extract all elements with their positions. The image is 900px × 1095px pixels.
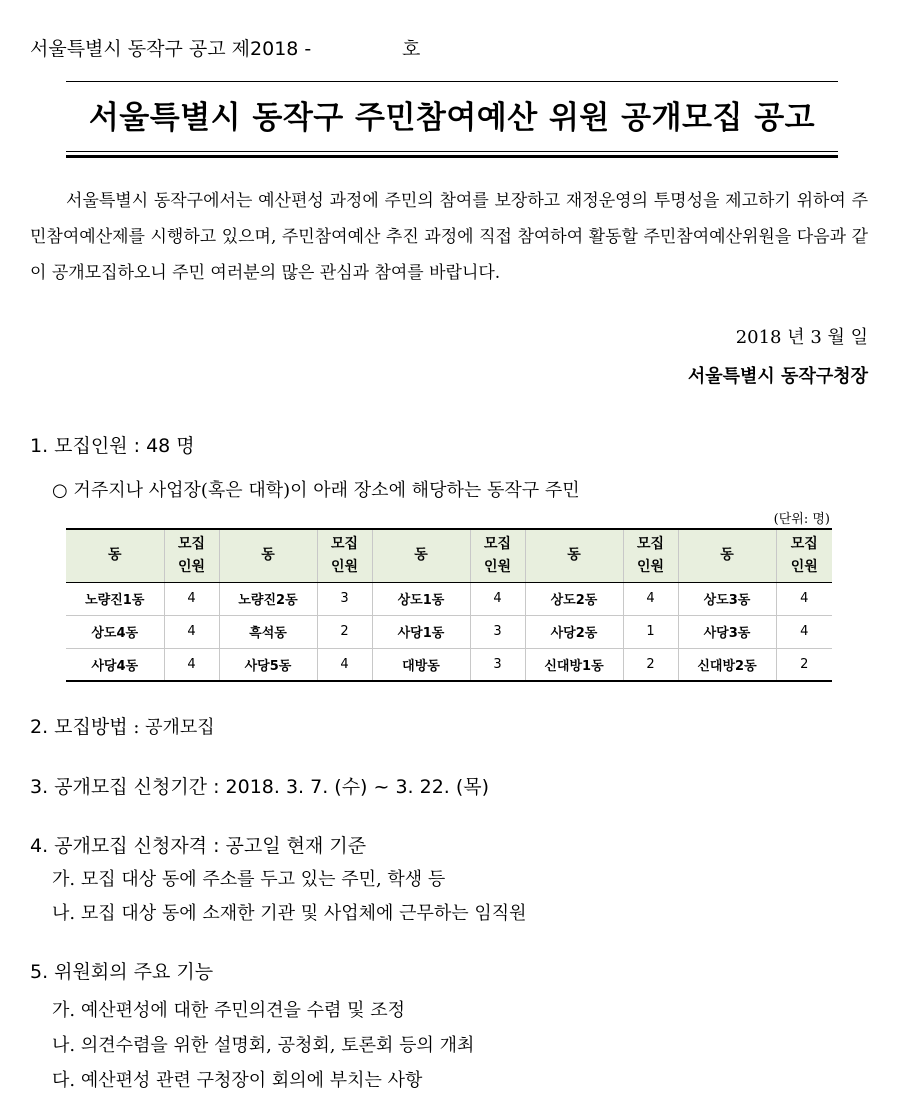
issuer-name: 서울특별시 동작구청장 <box>687 366 868 387</box>
section-5-item-1: 가. 예산편성에 대한 주민의견을 수렴 및 조정 <box>52 1000 406 1021</box>
header-dong: 동 <box>678 529 776 582</box>
header-quota <box>623 529 678 582</box>
section-2-heading: 2. 모집방법 <box>30 716 128 738</box>
dong-name-cell: 사당5동 <box>219 648 317 681</box>
header-dong: 동 <box>525 529 623 582</box>
header-quota-line1: 모집 <box>330 535 359 552</box>
quota-table <box>66 528 832 682</box>
section-2-detail: : 공개모집 <box>127 717 215 738</box>
dong-name-cell: 상도2동 <box>525 582 623 615</box>
header-quota-line2: 인원 <box>790 558 818 575</box>
quota-count-cell: 4 <box>470 582 525 615</box>
header-quota <box>317 529 372 582</box>
title-bottom-rule-thin <box>66 151 838 152</box>
notice-date: 2018 년 3 월 일 <box>735 327 868 348</box>
section-4-item-1: 가. 모집 대상 동에 주소를 두고 있는 주민, 학생 등 <box>52 869 446 890</box>
quota-count-cell: 2 <box>776 648 832 681</box>
section-2 <box>30 712 215 739</box>
header-dong: 동 <box>372 529 470 582</box>
table-row <box>66 648 832 681</box>
section-3-heading: 3. 공개모집 신청기간 : 2018. 3. 7. (수) ~ 3. 22. (목) <box>30 776 490 798</box>
header-quota <box>470 529 525 582</box>
quota-count-cell: 4 <box>164 582 219 615</box>
quota-table-body <box>66 582 832 681</box>
quota-count-cell: 4 <box>776 615 832 648</box>
section-4-heading: 4. 공개모집 신청자격 : 공고일 현재 기준 <box>30 835 367 857</box>
dong-name-cell: 사당4동 <box>66 648 164 681</box>
dong-name-cell: 상도1동 <box>372 582 470 615</box>
dong-name-cell: 노량진1동 <box>66 582 164 615</box>
unit-note: (단위: 명) <box>773 512 830 527</box>
quota-count-cell: 1 <box>623 615 678 648</box>
document-title: 서울특별시 동작구 주민참여예산 위원 공개모집 공고 <box>88 100 816 136</box>
header-quota-line2: 인원 <box>177 558 206 575</box>
dong-name-cell: 사당2동 <box>525 615 623 648</box>
header-dong: 동 <box>66 529 164 582</box>
header-quota-line2: 인원 <box>483 558 512 575</box>
dong-name-cell: 노량진2동 <box>219 582 317 615</box>
dong-name-cell: 대방동 <box>372 648 470 681</box>
section-1-heading: 1. 모집인원 : 48 명 <box>30 435 195 457</box>
dong-name-cell: 상도3동 <box>678 582 776 615</box>
dong-name-cell: 사당3동 <box>678 615 776 648</box>
intro-paragraph: 서울특별시 동작구에서는 예산편성 과정에 주민의 참여를 보장하고 재정운영의 투명성을 제고하기 위하여 주민참여예산제를 시행하고 있으며, 주민참여예산 추진 과정에 직접 참여하여 활동할 주민참여예산위원을 다음과 같이 공개모집하오니 주민 여러분의 많은 관심과 참여를 바랍니다. <box>30 191 868 283</box>
quota-count-cell: 4 <box>164 615 219 648</box>
section-5-item-2: 나. 의견수렴을 위한 설명회, 공청회, 토론회 등의 개최 <box>52 1035 475 1056</box>
section-5-heading: 5. 위원회의 주요 기능 <box>30 961 214 983</box>
header-quota-line2: 인원 <box>636 558 665 575</box>
quota-count-cell: 2 <box>623 648 678 681</box>
dong-name-cell: 신대방2동 <box>678 648 776 681</box>
table-row <box>66 615 832 648</box>
quota-count-cell: 3 <box>470 648 525 681</box>
title-bottom-rule-thick <box>66 155 838 158</box>
quota-count-cell: 4 <box>164 648 219 681</box>
quota-count-cell: 3 <box>317 582 372 615</box>
section-1-bullet: ○ 거주지나 사업장(혹은 대학)이 아래 장소에 해당하는 동작구 주민 <box>52 480 580 501</box>
quota-table-header <box>66 529 832 582</box>
header-dong: 동 <box>219 529 317 582</box>
section-5-item-3: 다. 예산편성 관련 구청장이 회의에 부치는 사항 <box>52 1070 423 1091</box>
dong-name-cell: 상도4동 <box>66 615 164 648</box>
quota-count-cell: 4 <box>623 582 678 615</box>
quota-count-cell: 4 <box>776 582 832 615</box>
title-top-rule <box>66 81 838 82</box>
notice-number-prefix: 서울특별시 동작구 공고 제2018 - <box>30 38 312 60</box>
header-quota <box>776 529 832 582</box>
header-quota-line1: 모집 <box>636 535 665 552</box>
section-4-item-2: 나. 모집 대상 동에 소재한 기관 및 사업체에 근무하는 임직원 <box>52 903 527 924</box>
quota-count-cell: 2 <box>317 615 372 648</box>
header-quota-line1: 모집 <box>483 535 512 552</box>
quota-count-cell: 3 <box>470 615 525 648</box>
header-quota-line2: 인원 <box>330 558 359 575</box>
notice-number <box>30 34 421 61</box>
header-quota-line1: 모집 <box>790 535 818 552</box>
header-quota <box>164 529 219 582</box>
dong-name-cell: 사당1동 <box>372 615 470 648</box>
quota-count-cell: 4 <box>317 648 372 681</box>
dong-name-cell: 신대방1동 <box>525 648 623 681</box>
table-row <box>66 582 832 615</box>
header-quota-line1: 모집 <box>177 535 206 552</box>
dong-name-cell: 흑석동 <box>219 615 317 648</box>
notice-number-suffix: 호 <box>402 38 421 60</box>
